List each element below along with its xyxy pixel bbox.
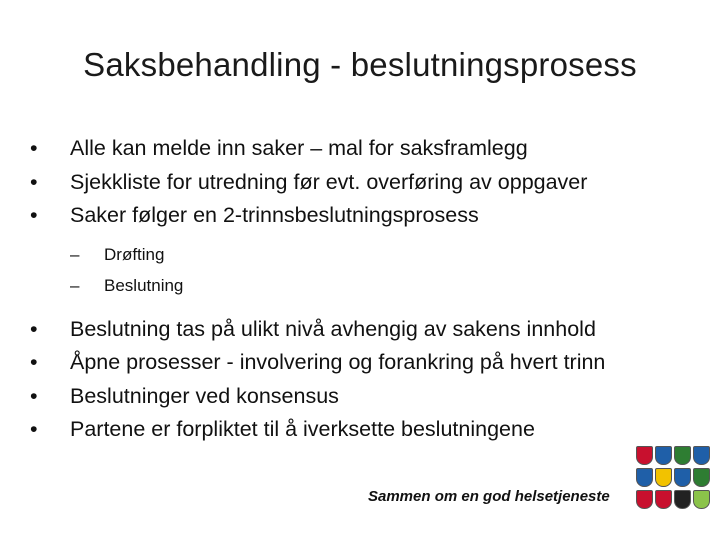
sub-bullet-text: Beslutning <box>104 275 184 295</box>
bullet-glyph: • <box>30 383 38 408</box>
slide-title: Saksbehandling - beslutningsprosess <box>83 46 637 83</box>
bullet-text: Sjekkliste for utredning før evt. overføring av oppgaver <box>70 169 588 194</box>
bullet-item <box>30 413 710 447</box>
coat-of-arms-icon <box>693 446 710 465</box>
bullet-text: Beslutninger ved konsensus <box>70 383 339 408</box>
sub-bullet-item <box>70 270 710 301</box>
bullet-item <box>30 166 710 200</box>
bullet-glyph: • <box>30 316 38 341</box>
bullet-item <box>30 346 710 380</box>
bullet-glyph: • <box>30 169 38 194</box>
coat-of-arms-icon <box>636 490 653 509</box>
coat-of-arms-icon <box>674 490 691 509</box>
coat-of-arms-icon <box>693 468 710 487</box>
bullet-text: Beslutning tas på ulikt nivå avhengig av sakens innhold <box>70 316 596 341</box>
bullet-text: Åpne prosesser - involvering og forankring på hvert trinn <box>70 350 606 374</box>
coat-of-arms-icon <box>655 490 672 509</box>
coat-of-arms-grid <box>636 446 714 509</box>
bullet-list <box>30 132 710 447</box>
coat-of-arms-icon <box>693 490 710 509</box>
sub-bullet-item <box>70 239 710 270</box>
coat-of-arms-icon <box>674 468 691 487</box>
bullet-glyph: • <box>30 203 38 227</box>
coat-of-arms-icon <box>636 446 653 465</box>
bullet-text: Alle kan melde inn saker – mal for saksframlegg <box>70 136 528 160</box>
sub-bullet-list <box>70 239 710 301</box>
dash-glyph: – <box>70 244 80 264</box>
bullet-text: Partene er forpliktet til å iverksette beslutningene <box>70 417 535 441</box>
coat-of-arms-icon <box>636 468 653 487</box>
bullet-glyph: • <box>30 136 38 160</box>
footer-slogan: Sammen om en god helsetjeneste <box>368 488 610 505</box>
coat-of-arms-icon <box>674 446 691 465</box>
bullet-item <box>30 313 710 347</box>
sub-bullet-text: Drøfting <box>104 244 165 264</box>
coat-of-arms-icon <box>655 446 672 465</box>
coat-of-arms-icon <box>655 468 672 487</box>
bullet-item <box>30 199 710 233</box>
bullet-item <box>30 380 710 414</box>
bullet-text: Saker følger en 2-trinnsbeslutningsprosess <box>70 203 479 227</box>
bullet-glyph: • <box>30 350 38 374</box>
bullet-item <box>30 132 710 166</box>
municipality-logos <box>636 446 714 530</box>
bullet-glyph: • <box>30 417 38 441</box>
dash-glyph: – <box>70 275 80 295</box>
